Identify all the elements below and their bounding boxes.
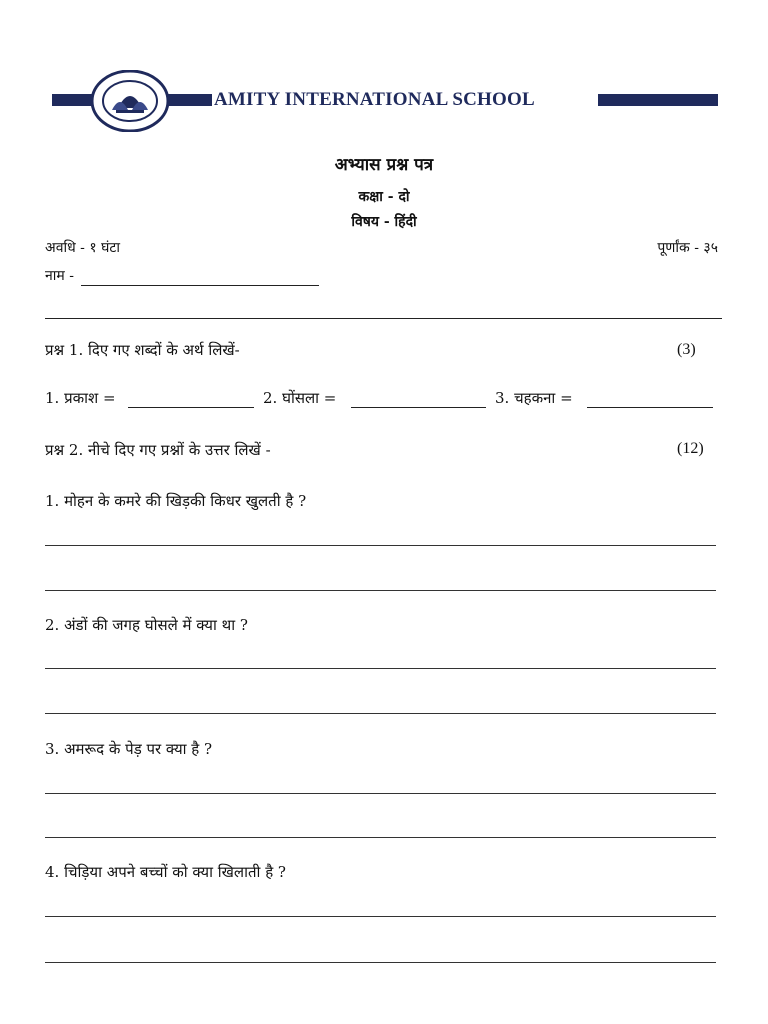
q2-question-2: 2. अंडों की जगह घोसले में क्या था ? — [45, 616, 248, 634]
q1-item-2-label: 2. घोंसला = — [263, 389, 337, 407]
answer-line[interactable] — [45, 713, 716, 714]
section-divider — [45, 304, 722, 319]
q1-item-1 — [45, 388, 116, 408]
answer-line[interactable] — [45, 590, 716, 591]
sheet-title: अभ्यास प्रश्न पत्र — [334, 155, 434, 175]
q2-question-3: 3. अमरूद के पेड़ पर क्या है ? — [45, 740, 213, 758]
q2-marks: (12) — [677, 440, 704, 457]
q2-question-1: 1. मोहन के कमरे की खिड़की किधर खुलती है ? — [45, 492, 307, 510]
q1-item-1-label: 1. प्रकाश = — [45, 389, 116, 407]
answer-line[interactable] — [45, 962, 716, 963]
q1-item-3-label: 3. चहकना = — [495, 389, 573, 407]
answer-line[interactable] — [45, 837, 716, 838]
duration-label: अवधि - १ घंटा — [45, 240, 121, 256]
school-logo — [90, 70, 170, 132]
total-marks-label: पूर्णांक - ३५ — [657, 240, 718, 256]
answer-line[interactable] — [45, 793, 716, 794]
q2-heading: प्रश्न 2. नीचे दिए गए प्रश्नों के उत्तर लिखें - — [45, 441, 271, 459]
header-bar-middle — [168, 94, 212, 106]
q1-item-2 — [263, 388, 336, 408]
subject-label: विषय - हिंदी — [351, 214, 417, 230]
name-label: नाम - — [45, 268, 74, 284]
class-label: कक्षा - दो — [358, 189, 410, 205]
q1-item-3 — [495, 388, 573, 408]
school-name: AMITY INTERNATIONAL SCHOOL — [214, 89, 535, 110]
answer-line[interactable] — [45, 545, 716, 546]
answer-line[interactable] — [45, 916, 716, 917]
name-field[interactable] — [81, 270, 319, 286]
q1-item-2-blank[interactable] — [351, 392, 486, 408]
header-bar-right — [598, 94, 718, 106]
answer-line[interactable] — [45, 668, 716, 669]
q1-marks: (3) — [677, 341, 696, 358]
q1-item-3-blank[interactable] — [587, 392, 713, 408]
q2-question-4: 4. चिड़िया अपने बच्चों को क्या खिलाती है ? — [45, 863, 286, 881]
q1-heading: प्रश्न 1. दिए गए शब्दों के अर्थ लिखें- — [45, 341, 240, 359]
header-bar-left — [52, 94, 92, 106]
q1-item-1-blank[interactable] — [128, 392, 254, 408]
